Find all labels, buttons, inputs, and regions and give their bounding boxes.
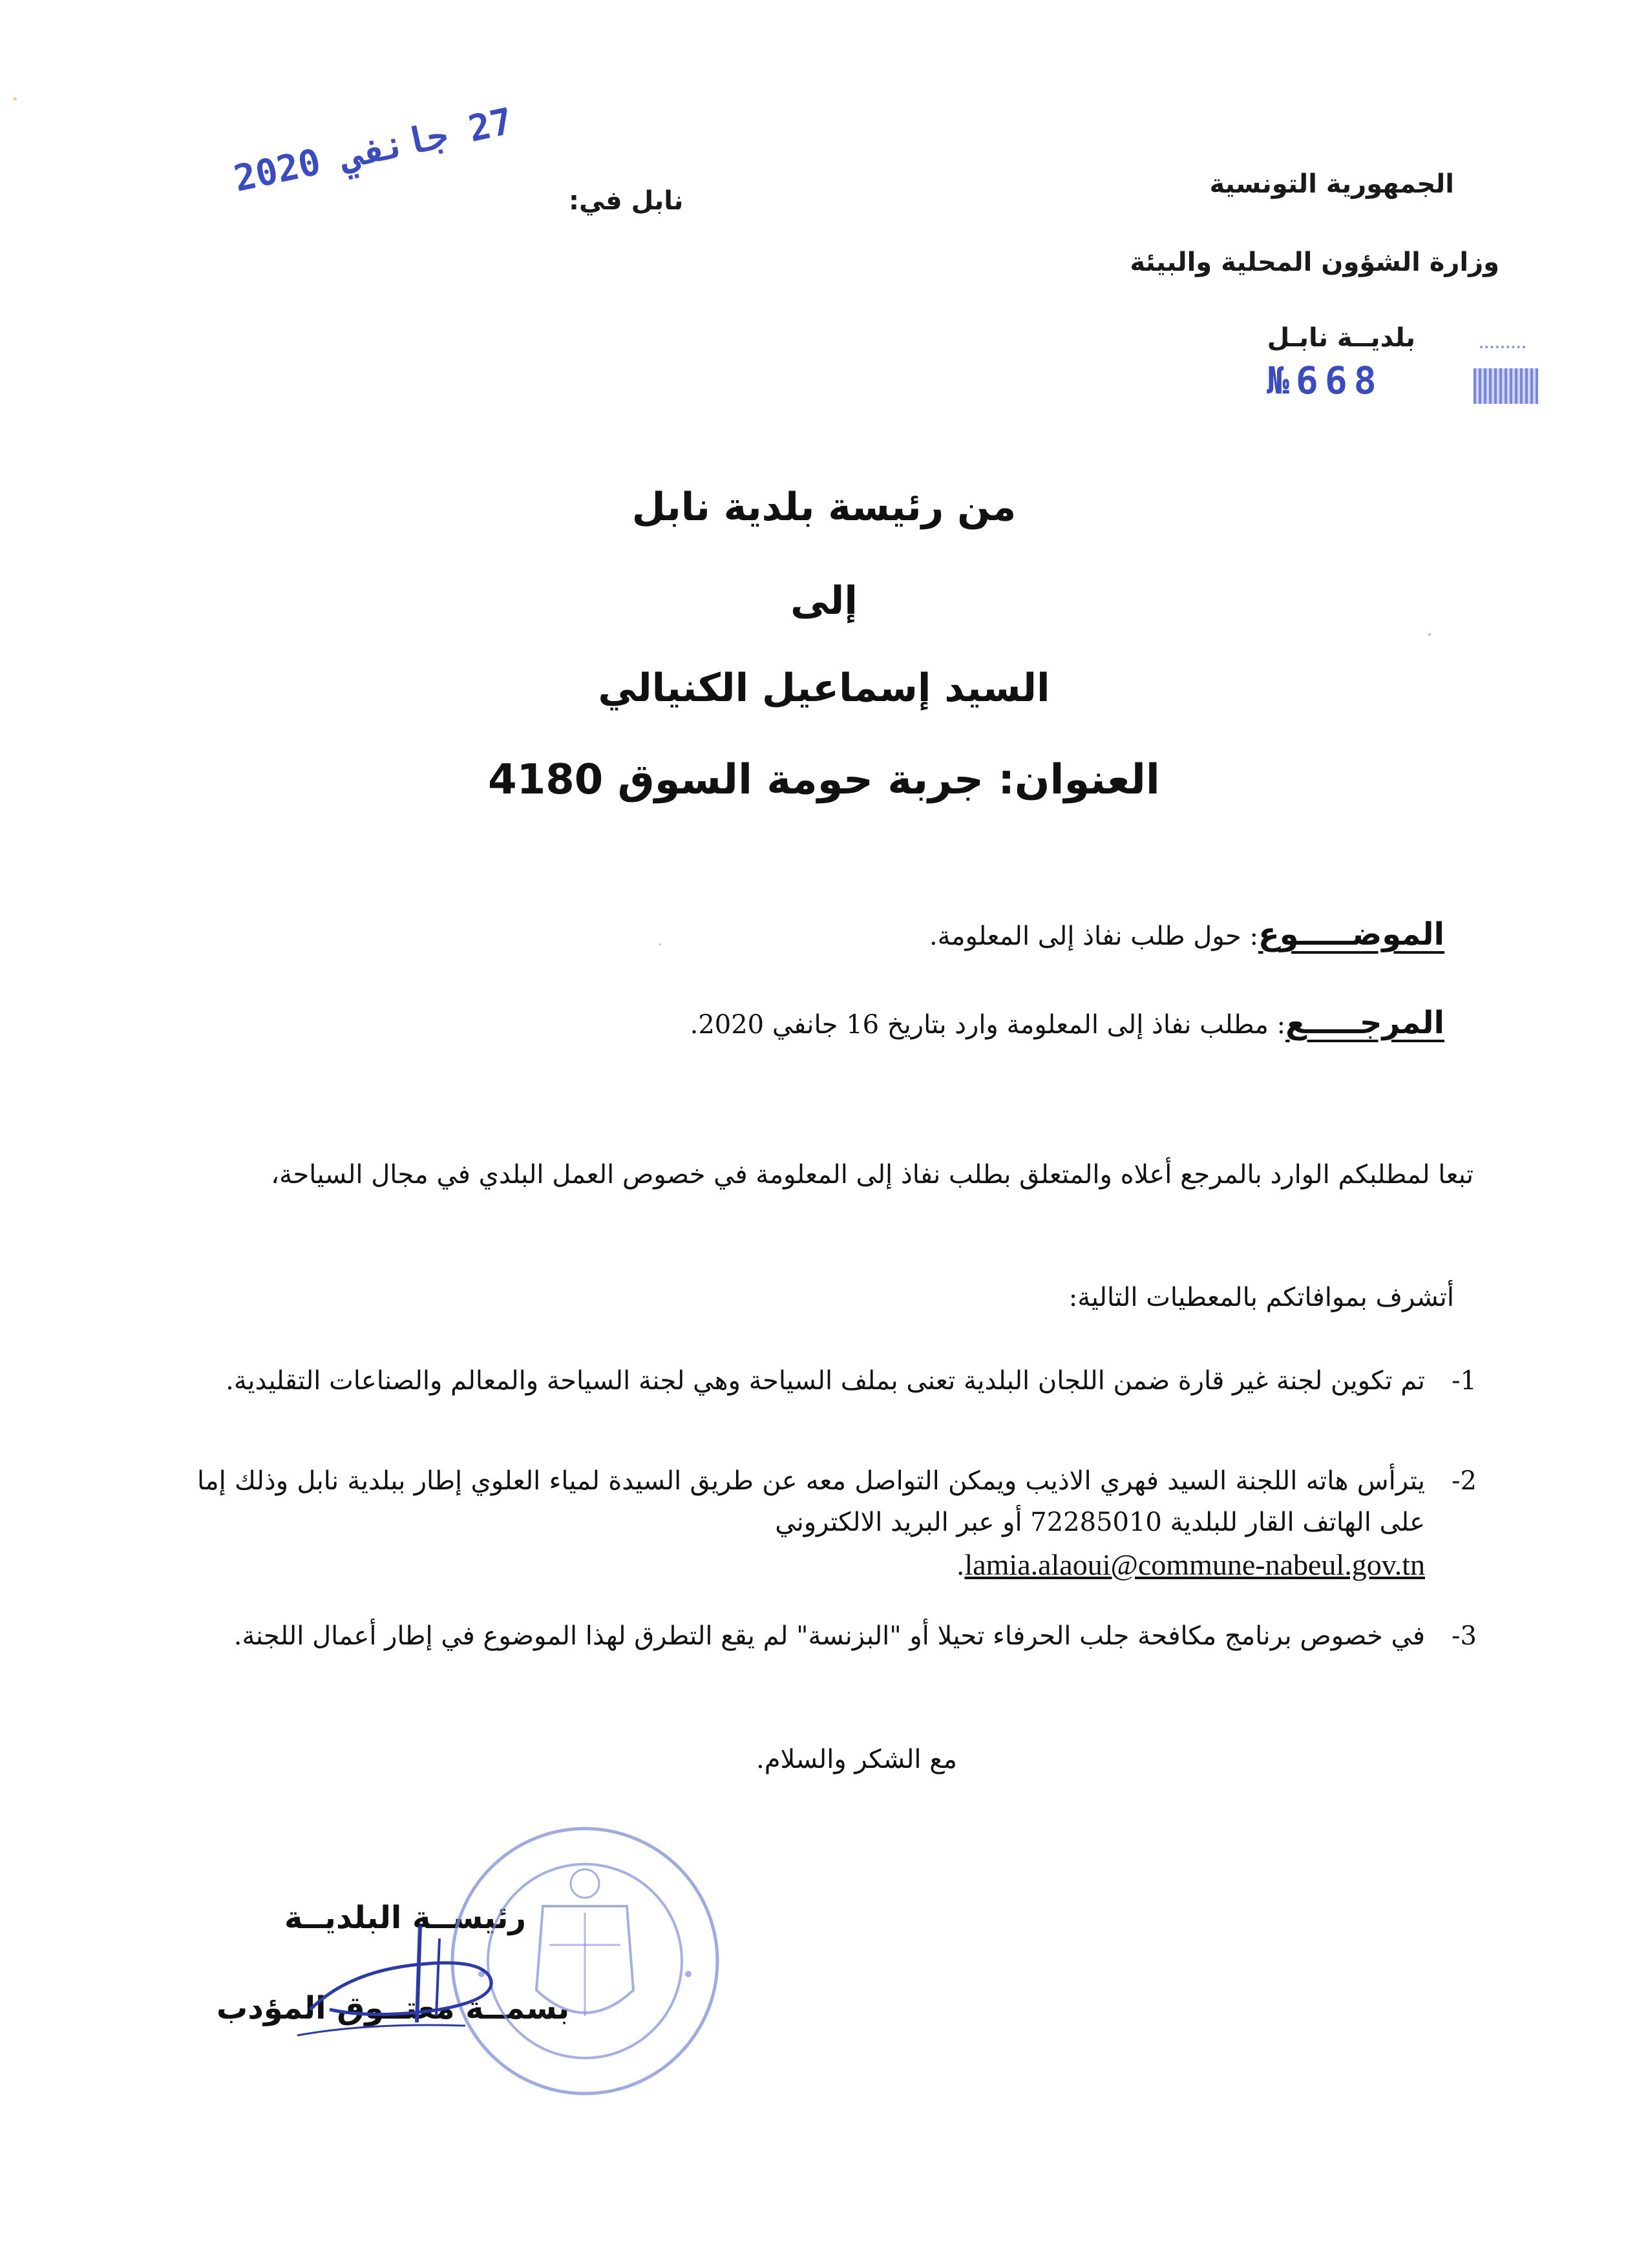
list-item [197,1615,1477,1657]
recipient-name: السيد إسماعيل الكنيالي [598,666,1050,711]
list-item-text: يترأس هاته اللجنة السيد فهري الاذيب ويمكن التواصل معه عن طريق السيدة لمياء العلوي إطار ببلدية نابل وذلك إما على الهاتف القار للبلدية 72285010 أو عبر البريد الالكتروني [197,1466,1425,1537]
list-item-text: في خصوص برنامج مكافحة جلب الحرفاء تحيلا أو "البزنسة" لم يقع التطرق لهذا الموضوع في إطار أعمال اللجنة. [233,1621,1425,1651]
reference-label: المرجـــــع [1285,1005,1444,1041]
list-item-number: 3- [1452,1621,1477,1651]
scan-speck [13,97,17,101]
list-item-number: 1- [1452,1366,1477,1396]
registration-stamp-block [1474,368,1538,404]
signature-name: بسمــة معتــوق المؤدب [217,1990,570,2026]
registration-stamp-dots [1480,346,1525,351]
ministry-name: وزارة الشؤون المحلية والبيئة [1130,247,1499,277]
handwritten-signature-icon [271,1913,543,2055]
place-label: نابل في: [569,186,684,216]
subject-text: : حول طلب نفاذ إلى المعلومة. [929,921,1258,951]
email-line [197,1544,1425,1587]
intro-paragraph: تبعا لمطلبكم الوارد بالمرجع أعلاه والمتعلق بطلب نفاذ إلى المعلومة في خصوص العمل البلدي في مجال السياحة، [271,1160,1474,1190]
reference-line [690,1005,1444,1041]
country-name: الجمهورية التونسية [1209,169,1454,199]
scan-speck [1428,633,1431,636]
reference-text: : مطلب نفاذ إلى المعلومة وارد بتاريخ 16 جانفي 2020. [690,1010,1286,1040]
signature-title: رئيســة البلديــة [284,1900,527,1936]
date-stamp: 27 جانفي 2020 [230,100,516,200]
list-item [197,1360,1477,1402]
list-item [197,1460,1477,1587]
from-line: من رئيسة بلدية نابل [631,485,1017,530]
scan-speck [659,943,661,945]
email-end: . [956,1551,965,1581]
email-link[interactable]: lamia.alaoui@commune-nabeul.gov.tn [964,1548,1425,1581]
subject-label: الموضـــــوع [1258,916,1444,952]
municipality-name: بلديــة نابـل [1267,323,1415,353]
list-item-text: تم تكوين لجنة غير قارة ضمن اللجان البلدية تعنى بملف السياحة وهي لجنة السياحة والمعالم والصناعات التقليدية. [226,1366,1425,1396]
to-word: إلى [790,578,858,624]
recipient-address: العنوان: جربة حومة السوق 4180 [488,756,1160,804]
list-item-number: 2- [1452,1466,1477,1496]
subject-line [929,916,1444,952]
registration-stamp: №668 [1267,359,1383,403]
closing-line: مع الشكر والسلام. [756,1745,957,1774]
honor-line: أتشرف بموافاتكم بالمعطيات التالية: [1068,1283,1454,1312]
